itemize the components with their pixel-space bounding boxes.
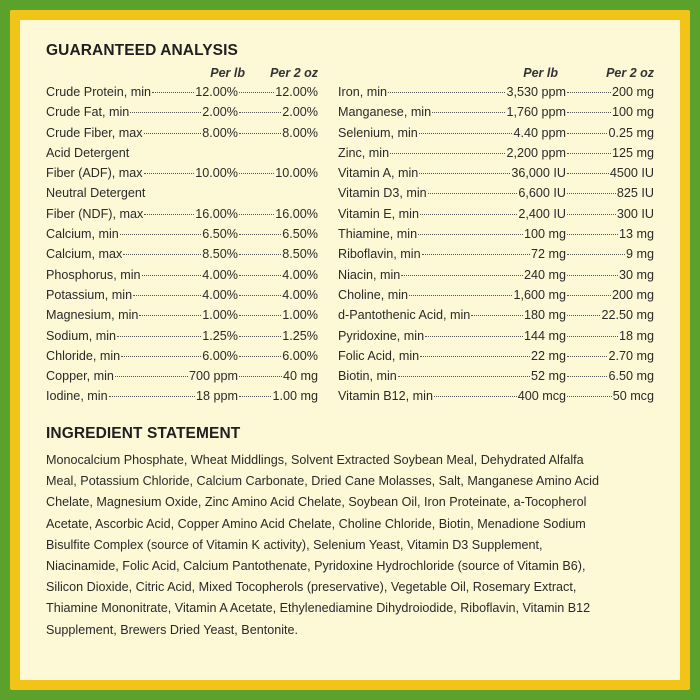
dot-leader — [239, 112, 281, 113]
value-per-2oz: 50 mcg — [612, 389, 654, 404]
dot-leader — [567, 193, 616, 194]
value-per-lb: 8.00% — [202, 125, 238, 140]
analysis-row — [46, 85, 318, 105]
dot-leader — [418, 234, 523, 235]
value-per-lb: 22 mg — [530, 348, 566, 363]
nutrient-name: Selenium, min — [338, 125, 418, 140]
value-per-2oz: 2.00% — [282, 105, 318, 120]
analysis-row — [46, 207, 318, 227]
dot-leader — [123, 254, 201, 255]
dot-leader — [428, 193, 518, 194]
label-panel — [20, 20, 680, 680]
value-per-2oz: 18 mg — [618, 328, 654, 343]
value-per-lb: 18 ppm — [195, 389, 238, 404]
value-per-lb: 180 mg — [523, 308, 566, 323]
dot-leader — [420, 356, 530, 357]
dot-leader — [567, 112, 611, 113]
dot-leader — [567, 376, 607, 377]
value-per-lb: 10.00% — [195, 166, 238, 181]
dot-leader — [422, 254, 530, 255]
analysis-row — [46, 105, 318, 125]
value-per-lb: 36,000 IU — [511, 166, 566, 181]
analysis-row — [338, 85, 654, 105]
analysis-row — [338, 186, 654, 206]
dot-leader — [567, 336, 618, 337]
analysis-label-line: Acid Detergent — [46, 145, 130, 160]
value-per-2oz: 825 IU — [616, 186, 654, 201]
value-per-2oz: 9 mg — [626, 247, 654, 262]
dot-leader — [567, 214, 616, 215]
analysis-row — [46, 126, 318, 146]
ingredient-line: Niacinamide, Folic Acid, Calcium Pantothenate, Pyridoxine Hydrochloride (source of Vitamin B6), — [46, 559, 586, 574]
value-per-2oz: 8.50% — [282, 247, 318, 262]
nutrient-name: Copper, min — [46, 369, 114, 384]
nutrient-name: Choline, min — [338, 287, 408, 302]
value-per-lb: 1.00% — [202, 308, 238, 323]
dot-leader — [133, 295, 201, 296]
dot-leader — [239, 336, 281, 337]
nutrient-name: Calcium, max — [46, 247, 123, 262]
dot-leader — [144, 173, 195, 174]
dot-leader — [115, 376, 188, 377]
left-col-header-per-lb: Per lb — [210, 66, 245, 80]
analysis-row — [338, 349, 654, 369]
dot-leader — [239, 92, 274, 93]
value-per-2oz: 125 mg — [611, 145, 654, 160]
dot-leader — [239, 315, 281, 316]
analysis-row — [46, 369, 318, 389]
dot-leader — [109, 396, 195, 397]
analysis-row — [338, 105, 654, 125]
analysis-row — [46, 308, 318, 328]
value-per-lb: 2,200 ppm — [506, 145, 566, 160]
dot-leader — [390, 153, 505, 154]
nutrient-name: Crude Fat, min — [46, 105, 130, 120]
value-per-lb: 2,400 IU — [518, 206, 566, 221]
nutrient-name: Vitamin A, min — [338, 166, 419, 181]
dot-leader — [239, 173, 274, 174]
nutrient-name: Vitamin B12, min — [338, 389, 433, 404]
dot-leader — [471, 315, 523, 316]
dot-leader — [144, 214, 194, 215]
value-per-lb: 400 mcg — [517, 389, 566, 404]
nutrient-name: Magnesium, min — [46, 308, 139, 323]
analysis-right-column — [338, 85, 654, 410]
dot-leader — [117, 336, 201, 337]
nutrient-name: d-Pantothenic Acid, min — [338, 308, 471, 323]
dot-leader — [139, 315, 201, 316]
value-per-2oz: 13 mg — [618, 227, 654, 242]
nutrient-name: Thiamine, min — [338, 227, 418, 242]
nutrient-name: Folic Acid, min — [338, 348, 420, 363]
dot-leader — [567, 356, 607, 357]
value-per-2oz: 4.00% — [282, 267, 318, 282]
analysis-row — [338, 247, 654, 267]
dot-leader — [144, 133, 202, 134]
value-per-lb: 4.00% — [202, 267, 238, 282]
dot-leader — [432, 112, 505, 113]
analysis-row — [46, 389, 318, 409]
value-per-lb: 16.00% — [195, 206, 238, 221]
analysis-label-line: Neutral Detergent — [46, 186, 146, 201]
ingredient-line: Thiamine Mononitrate, Vitamin A Acetate, Ethylenediamine Dihydroiodide, Riboflavin, Vitamin B12 — [46, 601, 591, 616]
dot-leader — [239, 214, 274, 215]
value-per-lb: 4.00% — [202, 287, 238, 302]
dot-leader — [425, 336, 523, 337]
dot-leader — [239, 396, 271, 397]
left-col-header-per-2oz: Per 2 oz — [270, 66, 318, 80]
nutrient-name: Sodium, min — [46, 328, 116, 343]
dot-leader — [239, 234, 281, 235]
guaranteed-analysis-heading: GUARANTEED ANALYSIS — [46, 42, 238, 59]
value-per-2oz: 30 mg — [618, 267, 654, 282]
dot-leader — [567, 295, 611, 296]
dot-leader — [567, 153, 611, 154]
nutrient-name: Phosphorus, min — [46, 267, 141, 282]
nutrient-name: Fiber (ADF), max — [46, 166, 143, 181]
nutrient-name: Iodine, min — [46, 389, 108, 404]
value-per-lb: 240 mg — [523, 267, 566, 282]
ingredient-line: Silicon Dioxide, Citric Acid, Mixed Tocopherols (preservative), Vegetable Oil, Rosemary Extract, — [46, 580, 577, 595]
value-per-lb: 2.00% — [202, 105, 238, 120]
dot-leader — [420, 214, 517, 215]
dot-leader — [239, 356, 281, 357]
nutrient-name: Iron, min — [338, 85, 387, 99]
value-per-2oz: 22.50 mg — [601, 308, 654, 323]
dot-leader — [419, 133, 513, 134]
value-per-lb: 144 mg — [523, 328, 566, 343]
ingredient-line: Monocalcium Phosphate, Wheat Middlings, Solvent Extracted Soybean Meal, Dehydrated Alfalfa — [46, 453, 584, 467]
analysis-row — [46, 166, 318, 186]
ingredient-line: Supplement, Brewers Dried Yeast, Bentonite. — [46, 622, 299, 637]
value-per-lb: 100 mg — [523, 227, 566, 242]
value-per-2oz: 1.00% — [282, 308, 318, 323]
value-per-2oz: 1.00 mg — [272, 389, 318, 404]
analysis-row — [46, 349, 318, 369]
dot-leader — [409, 295, 512, 296]
value-per-2oz: 0.25 mg — [608, 125, 654, 140]
analysis-row — [338, 329, 654, 349]
analysis-row — [338, 166, 654, 186]
analysis-row — [46, 288, 318, 308]
dot-leader — [121, 356, 201, 357]
dot-leader — [388, 92, 505, 93]
dot-leader — [567, 254, 625, 255]
value-per-2oz: 200 mg — [611, 287, 654, 302]
dot-leader — [130, 112, 201, 113]
analysis-row — [338, 288, 654, 308]
value-per-2oz: 6.00% — [282, 348, 318, 363]
dot-leader — [398, 376, 530, 377]
ingredient-line: Bisulfite Complex (source of Vitamin K activity), Selenium Yeast, Vitamin D3 Supplement, — [46, 537, 543, 552]
nutrient-name: Chloride, min — [46, 348, 121, 363]
dot-leader — [239, 254, 281, 255]
nutrient-name: Fiber (NDF), max — [46, 206, 144, 221]
value-per-lb: 1,600 mg — [513, 287, 566, 302]
nutrient-name: Potassium, min — [46, 287, 133, 302]
value-per-2oz: 6.50 mg — [608, 369, 654, 384]
nutrient-name: Vitamin D3, min — [338, 186, 427, 201]
dot-leader — [419, 173, 510, 174]
dot-leader — [142, 275, 202, 276]
analysis-row — [46, 329, 318, 349]
analysis-row — [338, 308, 654, 328]
value-per-2oz: 300 IU — [616, 206, 654, 221]
nutrient-name: Crude Fiber, max — [46, 125, 143, 140]
value-per-2oz: 1.25% — [282, 328, 318, 343]
dot-leader — [401, 275, 523, 276]
value-per-lb: 1.25% — [202, 328, 238, 343]
right-col-header-per-2oz: Per 2 oz — [606, 66, 654, 80]
analysis-row — [338, 126, 654, 146]
value-per-2oz: 100 mg — [611, 105, 654, 120]
dot-leader — [567, 173, 609, 174]
analysis-row — [338, 146, 654, 166]
right-col-header-per-lb: Per lb — [523, 66, 558, 80]
analysis-row — [338, 207, 654, 227]
value-per-2oz: 40 mg — [282, 369, 318, 384]
value-per-lb: 1,760 ppm — [506, 105, 566, 120]
value-per-lb: 72 mg — [530, 247, 566, 262]
value-per-2oz: 12.00% — [275, 85, 318, 99]
ingredient-line: Meal, Potassium Chloride, Calcium Carbonate, Dried Cane Molasses, Salt, Manganese Amino Acid — [46, 474, 599, 489]
value-per-2oz: 4500 IU — [609, 166, 654, 181]
nutrient-name: Pyridoxine, min — [338, 328, 425, 343]
dot-leader — [239, 295, 281, 296]
dot-leader — [152, 92, 194, 93]
dot-leader — [567, 315, 600, 316]
analysis-row — [338, 369, 654, 389]
ingredient-line: Chelate, Magnesium Oxide, Zinc Amino Acid Chelate, Soybean Oil, Iron Proteinate, a-Tocopherol — [46, 495, 587, 510]
nutrient-name: Biotin, min — [338, 369, 397, 384]
analysis-row — [338, 227, 654, 247]
dot-leader — [567, 275, 618, 276]
value-per-lb: 4.40 ppm — [513, 125, 566, 140]
value-per-2oz: 10.00% — [275, 166, 318, 181]
value-per-2oz: 4.00% — [282, 287, 318, 302]
value-per-lb: 6,600 IU — [518, 186, 566, 201]
dot-leader — [434, 396, 517, 397]
ingredient-line: Acetate, Ascorbic Acid, Copper Amino Acid Chelate, Choline Chloride, Biotin, Menadione Sodium — [46, 516, 586, 531]
value-per-2oz: 2.70 mg — [608, 348, 654, 363]
value-per-lb: 6.00% — [202, 348, 238, 363]
nutrient-name: Niacin, min — [338, 267, 401, 282]
value-per-lb: 3,530 ppm — [506, 85, 566, 99]
analysis-left-column — [46, 85, 318, 410]
nutrient-name: Crude Protein, min — [46, 85, 151, 99]
analysis-row — [46, 247, 318, 267]
value-per-2oz: 6.50% — [282, 227, 318, 242]
value-per-lb: 12.00% — [195, 85, 238, 99]
analysis-row — [46, 227, 318, 247]
nutrient-name: Zinc, min — [338, 145, 390, 160]
dot-leader — [239, 376, 282, 377]
dot-leader — [567, 133, 607, 134]
analysis-row — [338, 389, 654, 409]
value-per-2oz: 8.00% — [282, 125, 318, 140]
value-per-lb: 8.50% — [202, 247, 238, 262]
value-per-2oz: 16.00% — [275, 206, 318, 221]
dot-leader — [120, 234, 202, 235]
ingredient-statement-heading: INGREDIENT STATEMENT — [46, 425, 241, 442]
analysis-row — [338, 268, 654, 288]
value-per-lb: 6.50% — [202, 227, 238, 242]
ingredient-statement-text — [46, 450, 658, 641]
nutrient-name: Calcium, min — [46, 227, 119, 242]
nutrient-name: Riboflavin, min — [338, 247, 421, 262]
nutrient-name: Vitamin E, min — [338, 206, 419, 221]
dot-leader — [567, 92, 611, 93]
value-per-2oz: 200 mg — [611, 85, 654, 99]
value-per-lb: 52 mg — [530, 369, 566, 384]
dot-leader — [239, 133, 281, 134]
dot-leader — [567, 396, 612, 397]
nutrient-name: Manganese, min — [338, 105, 432, 120]
dot-leader — [567, 234, 618, 235]
dot-leader — [239, 275, 281, 276]
analysis-row — [46, 268, 318, 288]
value-per-lb: 700 ppm — [188, 369, 238, 384]
